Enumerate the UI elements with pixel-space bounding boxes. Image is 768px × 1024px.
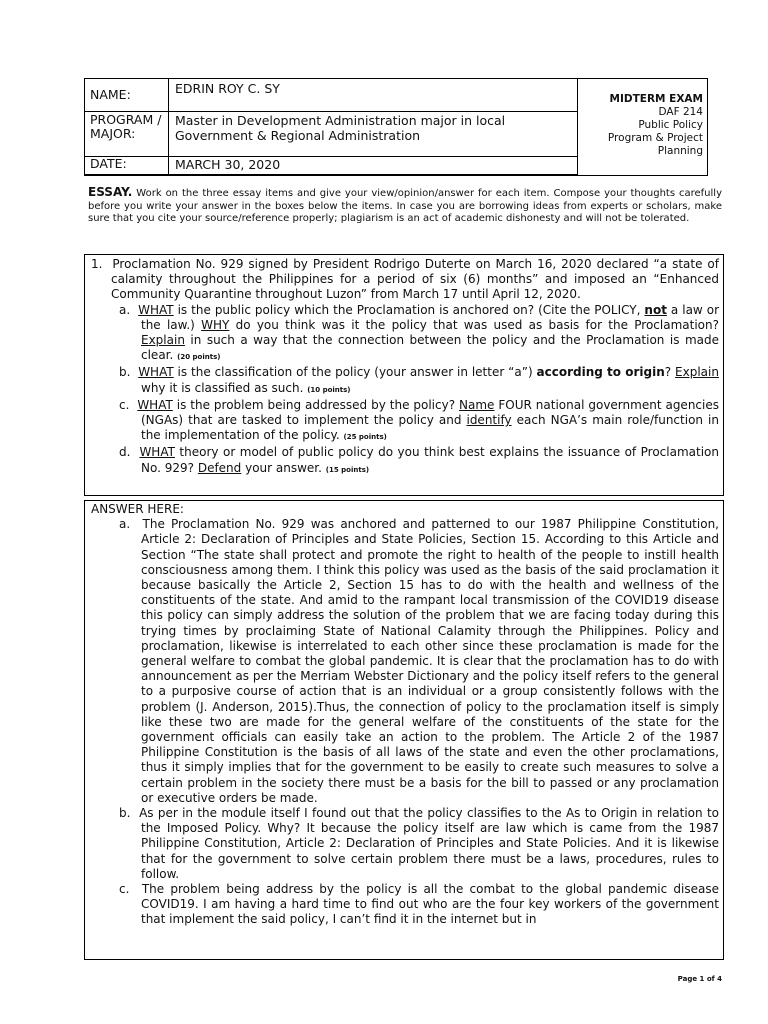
course-line-1: Public Policy xyxy=(638,119,703,131)
question-1 xyxy=(91,257,719,303)
question-text: Proclamation No. 929 signed by President Rodrigo Duterte on March 16, 2020 declared “a state of calamity throughout the Philippines for a period of six (6) months” and imposed an “Enhanced Community Quarantine throughout Luzon” from March 17 until April 12, 2020. xyxy=(111,257,719,302)
item-text: theory or model of public policy do you think best explains the issuance of Proclamation No. 929? xyxy=(141,445,719,475)
item-text: do you think was it the policy that was used as basis for the Proclamation? xyxy=(229,317,719,332)
question-1a xyxy=(91,303,719,366)
answer-label: ANSWER HERE: xyxy=(91,502,184,516)
keyword: WHAT xyxy=(138,302,174,317)
question-number: 1. xyxy=(91,257,103,271)
date-value: MARCH 30, 2020 xyxy=(175,157,281,172)
points: (25 points) xyxy=(343,433,387,442)
answer-a xyxy=(91,517,719,806)
header-table xyxy=(84,78,708,176)
item-text: why it is classified as such. xyxy=(141,380,308,395)
keyword: identify xyxy=(466,413,512,428)
points: (15 points) xyxy=(325,465,370,474)
keyword-not: not xyxy=(644,302,667,317)
keyword-bold: according to origin xyxy=(536,365,665,380)
item-letter: b. xyxy=(119,365,131,380)
course-line-3: Planning xyxy=(657,145,703,157)
page-number: Page 1 of 4 xyxy=(677,975,722,983)
program-value: Master in Development Administration major in local Government & Regional Administration xyxy=(175,113,506,143)
item-text: ? xyxy=(664,365,676,380)
keyword: Explain xyxy=(675,365,719,380)
answer-c xyxy=(91,882,719,928)
answer-box xyxy=(84,500,724,960)
question-box xyxy=(84,254,724,496)
date-row xyxy=(85,156,577,175)
item-letter: a. xyxy=(119,302,131,317)
essay-instructions xyxy=(88,186,722,226)
question-1d xyxy=(91,445,719,477)
item-text: a law or the law.) xyxy=(141,302,719,332)
item-text: is the problem being addressed by the policy? xyxy=(172,397,460,412)
course-line-2: Program & Project xyxy=(607,132,703,144)
item-letter: b. xyxy=(119,806,131,821)
item-letter: a. xyxy=(119,517,131,532)
exam-title: MIDTERM EXAM xyxy=(609,93,703,105)
item-text: each NGA’s main role/function in the implementation of the policy. xyxy=(141,413,719,443)
date-label: DATE: xyxy=(85,156,169,174)
points: (20 points) xyxy=(177,353,221,362)
item-letter: c. xyxy=(119,882,130,897)
keyword: Explain xyxy=(141,333,185,348)
program-label: PROGRAM / MAJOR: xyxy=(85,111,169,156)
name-row xyxy=(85,79,577,112)
header-divider xyxy=(577,79,578,175)
item-letter: d. xyxy=(119,445,131,460)
question-1c xyxy=(91,398,719,446)
exam-info xyxy=(581,93,703,158)
question-1b xyxy=(91,365,719,397)
keyword: Name xyxy=(459,397,495,412)
answer-b xyxy=(91,806,719,882)
essay-heading: ESSAY. xyxy=(88,185,133,199)
keyword: WHY xyxy=(201,317,230,332)
keyword: WHAT xyxy=(139,445,175,460)
program-row xyxy=(85,111,577,157)
item-letter: c. xyxy=(119,397,130,412)
keyword: WHAT xyxy=(138,365,174,380)
points: (10 points) xyxy=(307,385,351,394)
keyword: Defend xyxy=(197,460,242,475)
instructions-text: Work on the three essay items and give your view/opinion/answer for each item. Compose your thoughts carefully before you write your answer in the boxes below the items. In case you are borrowing ideas from experts or scholars, make sure that you cite your source/reference properly; plagiarism is an act of academic dishonesty and will not be tolerated. xyxy=(88,188,722,224)
answer-text: As per in the module itself I found out that the policy classifies to the As to Origin in relation to the Imposed Policy. Why? It because the policy itself are law which is came from the 1987 Philippine Constitution, Article 2: Declaration of Principles and State Policies. And it is likewise that for the government to solve certain problem there must be a laws, procedures, rules to follow. xyxy=(139,806,719,881)
keyword: WHAT xyxy=(137,397,173,412)
item-text: FOUR national government agencies (NGAs) that are tasked to implement the policy and xyxy=(141,397,719,428)
item-text: in such a way that the connection between the policy and the Proclamation is made clear. xyxy=(141,333,719,363)
item-text: your answer. xyxy=(241,460,326,475)
course-code: DAF 214 xyxy=(658,106,703,118)
answer-text: The problem being address by the policy is all the combat to the global pandemic disease COVID19. I am having a hard time to find out who are the four key workers of the government that implement the said policy, I can’t find it in the internet but in xyxy=(141,882,719,927)
name-label: NAME: xyxy=(85,79,169,111)
item-text: is the classification of the policy (your answer in letter “a”) xyxy=(173,365,537,380)
name-value: EDRIN ROY C. SY xyxy=(175,81,280,96)
item-text: is the public policy which the Proclamation is anchored on? (Cite the POLICY, xyxy=(173,302,645,317)
answer-text: The Proclamation No. 929 was anchored and patterned to our 1987 Philippine Constitution, Article 2: Declaration of Principles and State Policies, Section 15. According to this Article and Section “The state shall protect and promote the right to health of the people to instill health consciousness among them. I think this policy was used as the basis of the said proclamation it because basically the Article 2, Section 15 has to do with the health and wellness of the constituents of the state. And amid to the rampant local transmission of the COVID19 disease this policy can simply address the solution of the problem that we are facing today during this trying times by proclaiming State of National Calamity through the Philippines. Policy and proclamation, likewise is interrelated to each other since these proclamation is made for the general welfare to combat the global pandemic. It is clear that the proclamation has to do with announcement as per the Merriam Webster Dictionary and the policy itself refers to the general to a purposive course of action that is an individual or a group consistently follows with the problem (J. Anderson, 2015).Thus, the connection of policy to the proclamation itself is simply like these two are made for the general welfare of the constituents of the state for the government officials can easily take an action to the problem. The Article 2 of the 1987 Philippine Constitution is the basis of all laws of the state and even the other proclamations, thus it simply implies that for the government to be easily to create such measures to solve a certain problem in the society there must be a basis for the bill to passed or any proclamation or executive orders be made. xyxy=(141,517,719,805)
